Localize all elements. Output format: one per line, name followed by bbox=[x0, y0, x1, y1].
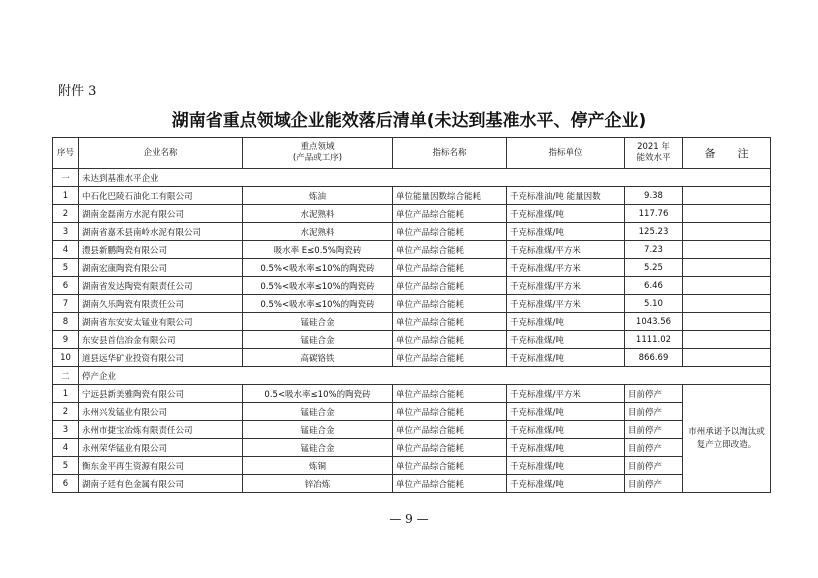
row-value: 目前停产 bbox=[625, 457, 683, 475]
table-row bbox=[53, 403, 771, 421]
row-unit: 千克标准煤/吨 bbox=[507, 403, 625, 421]
row-company: 中石化巴陵石油化工有限公司 bbox=[79, 187, 243, 205]
row-seq: 4 bbox=[53, 439, 79, 457]
page-title: 湖南省重点领域企业能效落后清单(未达到基准水平、停产企业) bbox=[171, 111, 647, 131]
row-indicator: 单位产品综合能耗 bbox=[393, 205, 507, 223]
row-indicator: 单位产品综合能耗 bbox=[393, 241, 507, 259]
table-row bbox=[53, 187, 771, 205]
row-field: 0.5%<吸水率≤10%的陶瓷砖 bbox=[243, 295, 393, 313]
row-remark bbox=[683, 331, 771, 349]
row-field: 吸水率 E≤0.5%陶瓷砖 bbox=[243, 241, 393, 259]
section-2-remark: 市州承诺予以淘汰或复产立即改造。 bbox=[683, 385, 771, 493]
row-seq: 7 bbox=[53, 295, 79, 313]
row-company: 道县远华矿业投资有限公司 bbox=[79, 349, 243, 367]
row-remark bbox=[683, 241, 771, 259]
row-remark bbox=[683, 187, 771, 205]
table-row bbox=[53, 223, 771, 241]
table-row bbox=[53, 259, 771, 277]
row-seq: 6 bbox=[53, 277, 79, 295]
row-field: 锰硅合金 bbox=[243, 421, 393, 439]
header-field-line2: (产品或工序) bbox=[292, 153, 343, 163]
row-value: 125.23 bbox=[625, 223, 683, 241]
table-row bbox=[53, 439, 771, 457]
row-remark bbox=[683, 223, 771, 241]
row-indicator: 单位产品综合能耗 bbox=[393, 223, 507, 241]
row-unit: 千克标准煤/吨 bbox=[507, 457, 625, 475]
row-seq: 2 bbox=[53, 403, 79, 421]
row-indicator: 单位产品综合能耗 bbox=[393, 259, 507, 277]
row-indicator: 单位产品综合能耗 bbox=[393, 331, 507, 349]
row-company: 湖南久乐陶瓷有限责任公司 bbox=[79, 295, 243, 313]
section-2-num: 二 bbox=[53, 367, 79, 385]
section-2-title: 停产企业 bbox=[79, 367, 771, 385]
row-value: 目前停产 bbox=[625, 421, 683, 439]
row-value: 866.69 bbox=[625, 349, 683, 367]
row-remark bbox=[683, 313, 771, 331]
row-remark bbox=[683, 205, 771, 223]
header-value-line2: 能效水平 bbox=[636, 153, 671, 163]
row-company: 澧县新鹏陶瓷有限公司 bbox=[79, 241, 243, 259]
row-unit: 千克标准煤/平方米 bbox=[507, 241, 625, 259]
row-indicator: 单位产品综合能耗 bbox=[393, 349, 507, 367]
row-unit: 千克标准煤/吨 bbox=[507, 475, 625, 493]
row-value: 5.10 bbox=[625, 295, 683, 313]
row-remark bbox=[683, 349, 771, 367]
row-unit: 千克标准煤/吨 bbox=[507, 313, 625, 331]
row-seq: 3 bbox=[53, 421, 79, 439]
row-seq: 8 bbox=[53, 313, 79, 331]
table-row bbox=[53, 385, 771, 403]
header-remark: 备 注 bbox=[683, 138, 771, 169]
section-1-title: 未达到基准水平企业 bbox=[79, 169, 771, 187]
row-unit: 千克标准煤/吨 bbox=[507, 331, 625, 349]
table-row bbox=[53, 241, 771, 259]
row-company: 永州兴发锰业有限公司 bbox=[79, 403, 243, 421]
row-value: 117.76 bbox=[625, 205, 683, 223]
header-value bbox=[625, 138, 683, 169]
efficiency-table bbox=[52, 137, 771, 493]
row-indicator: 单位产品综合能耗 bbox=[393, 277, 507, 295]
row-indicator: 单位产品综合能耗 bbox=[393, 439, 507, 457]
row-unit: 千克标准煤/平方米 bbox=[507, 277, 625, 295]
row-remark bbox=[683, 259, 771, 277]
table-row bbox=[53, 277, 771, 295]
row-value: 6.46 bbox=[625, 277, 683, 295]
row-company: 东安县首信冶金有限公司 bbox=[79, 331, 243, 349]
section-1-num: 一 bbox=[53, 169, 79, 187]
row-field: 锰硅合金 bbox=[243, 403, 393, 421]
row-indicator: 单位产品综合能耗 bbox=[393, 475, 507, 493]
row-unit: 千克标准煤/吨 bbox=[507, 421, 625, 439]
row-unit: 千克标准煤/平方米 bbox=[507, 385, 625, 403]
row-unit: 千克标准煤/吨 bbox=[507, 349, 625, 367]
row-seq: 2 bbox=[53, 205, 79, 223]
row-value: 目前停产 bbox=[625, 403, 683, 421]
row-seq: 1 bbox=[53, 385, 79, 403]
row-company: 湖南宏康陶瓷有限公司 bbox=[79, 259, 243, 277]
row-indicator: 单位能量因数综合能耗 bbox=[393, 187, 507, 205]
row-company: 湖南省东安安太锰业有限公司 bbox=[79, 313, 243, 331]
table-row bbox=[53, 475, 771, 493]
row-field: 0.5%<吸水率≤10%的陶瓷砖 bbox=[243, 259, 393, 277]
header-seq: 序号 bbox=[53, 138, 79, 169]
row-value: 9.38 bbox=[625, 187, 683, 205]
row-value: 目前停产 bbox=[625, 439, 683, 457]
table-header-row bbox=[53, 138, 771, 169]
row-unit: 千克标准煤/平方米 bbox=[507, 295, 625, 313]
section-row-1 bbox=[53, 169, 771, 187]
row-unit: 千克标准油/吨 能量因数 bbox=[507, 187, 625, 205]
row-seq: 10 bbox=[53, 349, 79, 367]
row-seq: 9 bbox=[53, 331, 79, 349]
row-unit: 千克标准煤/平方米 bbox=[507, 259, 625, 277]
header-unit: 指标单位 bbox=[507, 138, 625, 169]
table-row bbox=[53, 295, 771, 313]
row-value: 7.23 bbox=[625, 241, 683, 259]
row-value: 目前停产 bbox=[625, 475, 683, 493]
attachment-label: 附件 3 bbox=[58, 84, 97, 99]
row-seq: 1 bbox=[53, 187, 79, 205]
row-company: 湖南省发达陶瓷有限责任公司 bbox=[79, 277, 243, 295]
header-field bbox=[243, 138, 393, 169]
row-remark bbox=[683, 277, 771, 295]
table-row bbox=[53, 331, 771, 349]
row-indicator: 单位产品综合能耗 bbox=[393, 313, 507, 331]
table-row bbox=[53, 205, 771, 223]
row-field: 炼铜 bbox=[243, 457, 393, 475]
row-field: 0.5%<吸水率≤10%的陶瓷砖 bbox=[243, 277, 393, 295]
row-field: 炼油 bbox=[243, 187, 393, 205]
row-seq: 5 bbox=[53, 457, 79, 475]
row-indicator: 单位产品综合能耗 bbox=[393, 403, 507, 421]
row-field: 锰硅合金 bbox=[243, 331, 393, 349]
table-row bbox=[53, 313, 771, 331]
header-company: 企业名称 bbox=[79, 138, 243, 169]
row-company: 湖南子廷有色金属有限公司 bbox=[79, 475, 243, 493]
row-indicator: 单位产品综合能耗 bbox=[393, 421, 507, 439]
row-field: 水泥熟料 bbox=[243, 223, 393, 241]
row-value: 1111.02 bbox=[625, 331, 683, 349]
row-company: 宁远县新美雅陶瓷有限公司 bbox=[79, 385, 243, 403]
table-row bbox=[53, 349, 771, 367]
row-indicator: 单位产品综合能耗 bbox=[393, 295, 507, 313]
table-row bbox=[53, 457, 771, 475]
row-value: 目前停产 bbox=[625, 385, 683, 403]
row-field: 高碳铬铁 bbox=[243, 349, 393, 367]
row-field: 锰硅合金 bbox=[243, 313, 393, 331]
row-field: 锰硅合金 bbox=[243, 439, 393, 457]
header-value-line1: 2021 年 bbox=[637, 142, 670, 152]
row-company: 衡东金平再生资源有限公司 bbox=[79, 457, 243, 475]
row-field: 水泥熟料 bbox=[243, 205, 393, 223]
row-seq: 4 bbox=[53, 241, 79, 259]
section-row-2 bbox=[53, 367, 771, 385]
row-field: 锌冶炼 bbox=[243, 475, 393, 493]
row-company: 湖南金磊南方水泥有限公司 bbox=[79, 205, 243, 223]
page-number: — 9 — bbox=[389, 512, 429, 526]
row-seq: 5 bbox=[53, 259, 79, 277]
row-field: 0.5<吸水率≤10%的陶瓷砖 bbox=[243, 385, 393, 403]
row-unit: 千克标准煤/吨 bbox=[507, 205, 625, 223]
row-remark bbox=[683, 295, 771, 313]
row-indicator: 单位产品综合能耗 bbox=[393, 385, 507, 403]
row-company: 湖南省嘉禾县南岭水泥有限公司 bbox=[79, 223, 243, 241]
header-indicator: 指标名称 bbox=[393, 138, 507, 169]
row-indicator: 单位产品综合能耗 bbox=[393, 457, 507, 475]
row-company: 永州荣华锰业有限公司 bbox=[79, 439, 243, 457]
row-seq: 6 bbox=[53, 475, 79, 493]
table-row bbox=[53, 421, 771, 439]
row-value: 5.25 bbox=[625, 259, 683, 277]
row-unit: 千克标准煤/吨 bbox=[507, 223, 625, 241]
row-seq: 3 bbox=[53, 223, 79, 241]
row-value: 1043.56 bbox=[625, 313, 683, 331]
header-field-line1: 重点领域 bbox=[300, 142, 335, 152]
row-company: 永州市捷宝冶炼有限责任公司 bbox=[79, 421, 243, 439]
row-unit: 千克标准煤/吨 bbox=[507, 439, 625, 457]
